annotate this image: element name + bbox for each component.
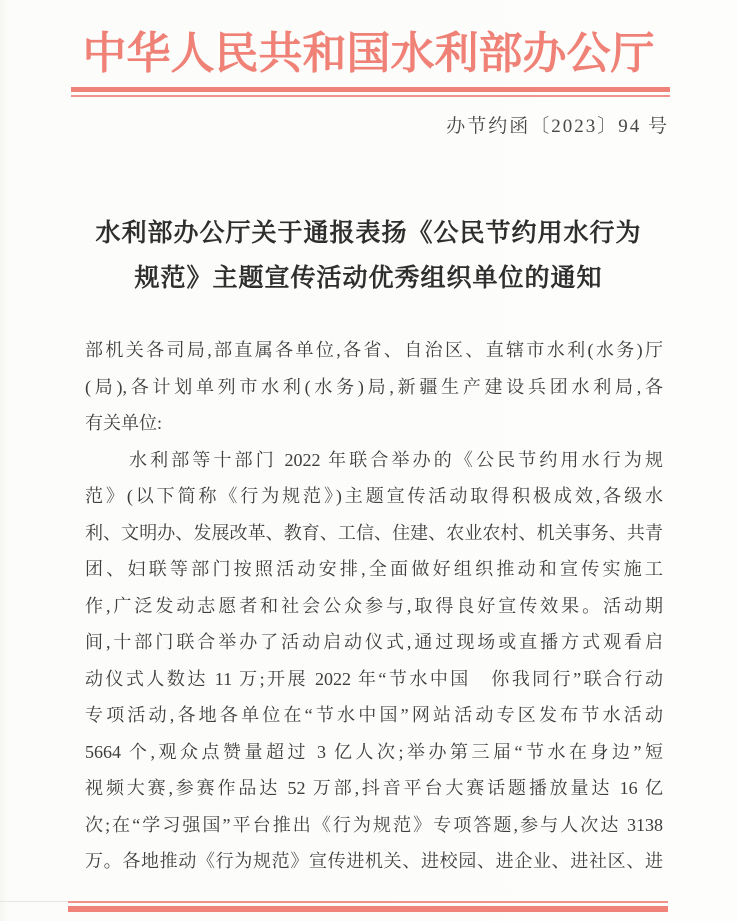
body-line: 视频大赛,参赛作品达 52 万部,抖音平台大赛话题播放量达 16 亿 — [85, 778, 663, 798]
document-number: 办节约函〔2023〕94 号 — [446, 116, 669, 137]
body-line: 专项活动,各地各单位在“节水中国”网站活动专区发布节水活动 — [85, 705, 663, 725]
notice-title-line-1: 水利部办公厅关于通报表扬《公民节约用水行为 — [95, 220, 642, 247]
notice-title-line-2: 规范》主题宣传活动优秀组织单位的通知 — [134, 265, 603, 292]
notice-body — [85, 332, 663, 880]
body-line: 团、妇联等部门按照活动安排,全面做好组织推动和宣传实施工 — [85, 559, 663, 579]
body-line: 作,广泛发动志愿者和社会公众参与,取得良好宣传效果。活动期 — [85, 595, 663, 616]
body-line: 万。各地推动《行为规范》宣传进机关、进校园、进企业、进社区、进 — [85, 851, 663, 871]
body-line: 利、文明办、发展改革、教育、工信、住建、农业农村、机关事务、共青 — [85, 522, 663, 543]
body-line: 次;在“学习强国”平台推出《行为规范》专项答题,参与人次达 3138 — [85, 814, 663, 835]
footer-separator-thick-line — [68, 906, 668, 912]
footer-separator-line — [68, 901, 668, 912]
body-line: 5664 个,观众点赞量超过 3 亿人次;举办第三届“节水在身边”短 — [85, 741, 663, 762]
body-line: (局),各计划单列市水利(水务)局,新疆生产建设兵团水利局,各 — [85, 376, 663, 397]
body-line: 动仪式人数达 11 万;开展 2022 年“节水中国 你我同行”联合行动 — [85, 668, 663, 689]
letterhead-title: 中华人民共和国水利部办公厅 — [82, 29, 655, 78]
body-line: 间,十部门联合举办了活动启动仪式,通过现场或直播方式观看启 — [85, 632, 663, 652]
notice-title — [0, 211, 737, 301]
header-separator-line — [71, 87, 670, 97]
body-line-paragraph-start: 水利部等十部门 2022 年联合举办的《公民节约用水行为规 — [129, 449, 663, 470]
scan-artifact-line — [0, 901, 70, 902]
header-separator-thin-line — [71, 95, 670, 97]
body-line: 部机关各司局,部直属各单位,各省、自治区、直辖市水利(水务)厅 — [85, 340, 663, 360]
body-line-salutation: 有关单位: — [85, 413, 163, 433]
body-line: 范》(以下简称《行为规范》)主题宣传活动取得积极成效,各级水 — [85, 486, 663, 506]
